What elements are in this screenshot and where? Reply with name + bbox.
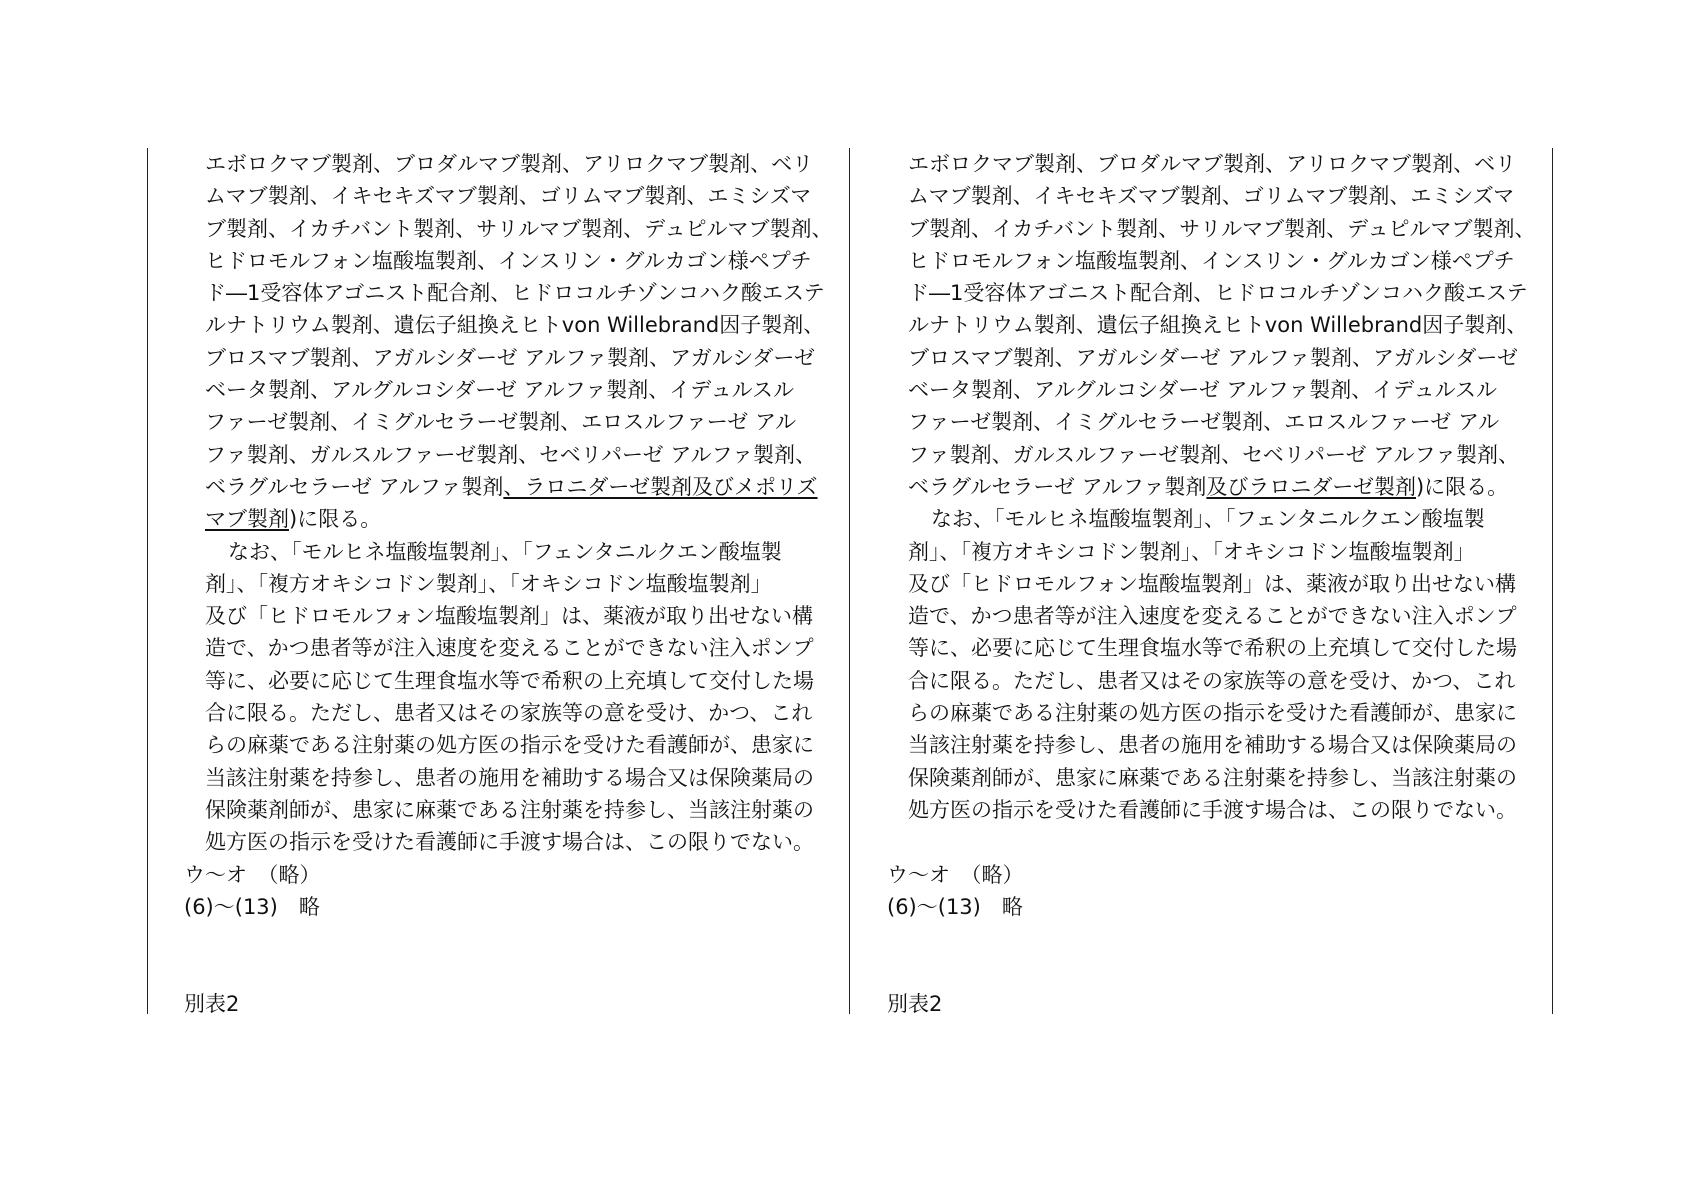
right-amendment-underline: 及びラロニダーゼ製剤 xyxy=(1206,474,1416,499)
right-note-line-6: 合に限る。ただし、患者又はその家族等の意を受け、かつ、これ xyxy=(908,668,1516,693)
right-border xyxy=(1552,148,1553,1014)
right-line-7: ブロスマブ製剤、アガルシダーゼ アルファ製剤、アガルシダーゼ xyxy=(908,345,1519,370)
left-note-line-5: 等に、必要に応じて生理食塩水等で希釈の上充填して交付した場 xyxy=(205,668,814,693)
right-note-line-4: 造で、かつ患者等が注入速度を変えることができない注入ポンプ xyxy=(908,604,1517,629)
left-line-12-plain: )に限る。 xyxy=(289,507,382,532)
left-line-5: ド―1受容体アゴニスト配合剤、ヒドロコルチゾンコハク酸エステ xyxy=(205,281,825,306)
right-line-9: ファーゼ製剤、イミグルセラーゼ製剤、エロスルファーゼ アル xyxy=(908,410,1500,435)
left-amendment-underline-2: マブ製剤 xyxy=(205,507,289,532)
left-note-line-2: 剤」、「複方オキシコドン製剤」、「オキシコドン塩酸塩製剤」 xyxy=(205,571,772,596)
right-line-5: ド―1受容体アゴニスト配合剤、ヒドロコルチゾンコハク酸エステ xyxy=(908,281,1528,306)
left-note-line-9: 保険薬剤師が、患家に麻薬である注射薬を持参し、当該注射薬の xyxy=(205,797,814,822)
right-note-line-1: なお、「モルヒネ塩酸塩製剤」、「フェンタニルクエン酸塩製 xyxy=(931,507,1485,532)
right-line-11 xyxy=(853,471,1548,503)
left-note-line-3: 及び「ヒドロモルフォン塩酸塩製剤」は、薬液が取り出せない構 xyxy=(205,604,813,629)
right-note-line-8: 当該注射薬を持参し、患者の施用を補助する場合又は保険薬局の xyxy=(908,733,1517,758)
right-note-line-7: らの麻薬である注射薬の処方医の指示を受けた看護師が、患家に xyxy=(908,701,1517,726)
right-item-u-o: ウ～オ （略） xyxy=(887,862,1024,887)
left-line-4: ヒドロモルフォン塩酸塩製剤、インスリン・グルカゴン様ペプチ xyxy=(205,248,812,273)
left-note-line-4: 造で、かつ患者等が注入速度を変えることができない注入ポンプ xyxy=(205,636,814,661)
right-line-8: ベータ製剤、アルグルコシダーゼ アルファ製剤、イデュルスル xyxy=(908,378,1498,403)
right-note-line-9: 保険薬剤師が、患家に麻薬である注射薬を持参し、当該注射薬の xyxy=(908,765,1517,790)
left-line-9: ファーゼ製剤、イミグルセラーゼ製剤、エロスルファーゼ アル xyxy=(205,410,797,435)
left-line-3: ブ製剤、イカチバント製剤、サリルマブ製剤、デュピルマブ製剤、 xyxy=(205,216,833,241)
right-note-line-5: 等に、必要に応じて生理食塩水等で希釈の上充填して交付した場 xyxy=(908,636,1517,661)
left-line-10: ファ製剤、ガルスルファーゼ製剤、セベリパーゼ アルファ製剤、 xyxy=(205,442,817,467)
left-table-label: 別表2 xyxy=(184,991,240,1016)
right-table-label: 別表2 xyxy=(887,991,943,1016)
left-column xyxy=(150,148,845,1020)
left-line-6: ルナトリウム製剤、遺伝子組換えヒトvon Willebrand因子製剤、 xyxy=(205,313,825,338)
right-column xyxy=(853,148,1548,1020)
left-line-11 xyxy=(150,471,845,503)
center-divider xyxy=(849,148,850,1014)
left-line-7: ブロスマブ製剤、アガルシダーゼ アルファ製剤、アガルシダーゼ xyxy=(205,345,816,370)
left-note-line-7: らの麻薬である注射薬の処方医の指示を受けた看護師が、患家に xyxy=(205,733,814,758)
left-border xyxy=(147,148,148,1014)
right-item-6-13: (6)～(13) 略 xyxy=(887,894,1023,919)
left-line-11-plain: ベラグルセラーゼ アルファ製剤 xyxy=(205,474,504,499)
right-note-line-10: 処方医の指示を受けた看護師に手渡す場合は、この限りでない。 xyxy=(908,797,1517,822)
left-amendment-underline-1: 、ラロニダーゼ製剤及びメポリズ xyxy=(503,474,818,499)
right-line-2: ムマブ製剤、イキセキズマブ製剤、ゴリムマブ製剤、エミシズマ xyxy=(908,184,1515,209)
right-line-11-tail: )に限る。 xyxy=(1415,474,1509,499)
right-note-line-3: 及び「ヒドロモルフォン塩酸塩製剤」は、薬液が取り出せない構 xyxy=(908,571,1516,596)
left-note-line-6: 合に限る。ただし、患者又はその家族等の意を受け、かつ、これ xyxy=(205,701,813,726)
left-line-2: ムマブ製剤、イキセキズマブ製剤、ゴリムマブ製剤、エミシズマ xyxy=(205,184,812,209)
left-line-8: ベータ製剤、アルグルコシダーゼ アルファ製剤、イデュルスル xyxy=(205,378,795,403)
right-line-10: ファ製剤、ガルスルファーゼ製剤、セベリパーゼ アルファ製剤、 xyxy=(908,442,1520,467)
right-line-11-plain: ベラグルセラーゼ アルファ製剤 xyxy=(908,474,1207,499)
right-line-1: エボロクマブ製剤、ブロダルマブ製剤、アリロクマブ製剤、ベリ xyxy=(908,152,1517,176)
left-line-1: エボロクマブ製剤、ブロダルマブ製剤、アリロクマブ製剤、ベリ xyxy=(205,152,814,176)
left-item-u-o: ウ～オ （略） xyxy=(184,862,321,887)
left-item-6-13: (6)～(13) 略 xyxy=(184,894,320,919)
left-note-line-8: 当該注射薬を持参し、患者の施用を補助する場合又は保険薬局の xyxy=(205,765,814,790)
left-note-line-10: 処方医の指示を受けた看護師に手渡す場合は、この限りでない。 xyxy=(205,830,814,855)
left-note-line-1: なお、「モルヒネ塩酸塩製剤」、「フェンタニルクエン酸塩製 xyxy=(228,539,782,564)
right-line-3: ブ製剤、イカチバント製剤、サリルマブ製剤、デュピルマブ製剤、 xyxy=(908,216,1536,241)
right-line-4: ヒドロモルフォン塩酸塩製剤、インスリン・グルカゴン様ペプチ xyxy=(908,248,1515,273)
right-note-line-2: 剤」、「複方オキシコドン製剤」、「オキシコドン塩酸塩製剤」 xyxy=(908,539,1475,564)
left-line-12 xyxy=(150,503,845,535)
right-line-6: ルナトリウム製剤、遺伝子組換えヒトvon Willebrand因子製剤、 xyxy=(908,313,1528,338)
